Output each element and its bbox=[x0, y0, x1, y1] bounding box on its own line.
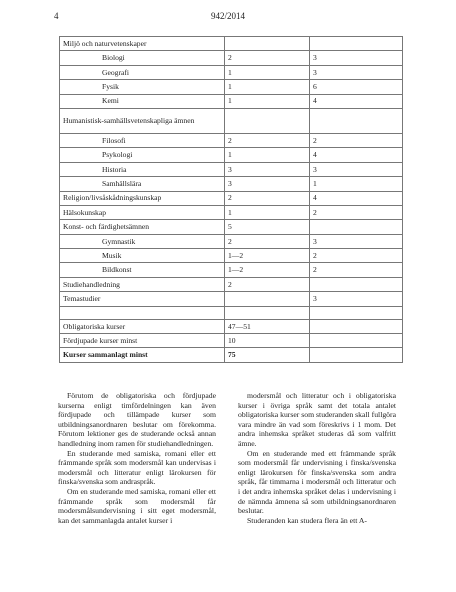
table-row bbox=[60, 263, 403, 277]
extra-course-cell: 6 bbox=[310, 80, 403, 94]
subject-cell: Psykologi bbox=[60, 148, 225, 162]
extra-course-cell: 2 bbox=[310, 205, 403, 219]
course-table bbox=[59, 36, 403, 363]
table-row bbox=[60, 148, 403, 162]
course-count-cell: 1 bbox=[225, 205, 310, 219]
course-count-cell: 1—2 bbox=[225, 249, 310, 263]
course-count-cell: 2 bbox=[225, 277, 310, 291]
subject-cell: Musik bbox=[60, 249, 225, 263]
extra-course-cell bbox=[310, 37, 403, 51]
subject-cell: Fördjupade kurser minst bbox=[60, 334, 225, 348]
extra-course-cell bbox=[310, 319, 403, 333]
extra-course-cell: 4 bbox=[310, 148, 403, 162]
subject-cell: Konst- och färdighetsämnen bbox=[60, 220, 225, 234]
subject-cell: Miljö och naturvetenskaper bbox=[60, 37, 225, 51]
course-count-cell: 75 bbox=[225, 348, 310, 362]
table-row bbox=[60, 37, 403, 51]
extra-course-cell: 4 bbox=[310, 191, 403, 205]
table-row bbox=[60, 348, 403, 362]
table-row bbox=[60, 177, 403, 191]
table-row bbox=[60, 108, 403, 133]
paragraph: En studerande med samiska, romani eller ett främmande språk som modersmål kan undervisas i modersmål och litteratur enligt lärokursen för finska/svenska som andraspråk. bbox=[58, 448, 216, 487]
table-row bbox=[60, 80, 403, 94]
course-count-cell: 5 bbox=[225, 220, 310, 234]
extra-course-cell bbox=[310, 108, 403, 133]
course-count-cell: 1 bbox=[225, 148, 310, 162]
table-row bbox=[60, 162, 403, 176]
extra-course-cell: 3 bbox=[310, 234, 403, 248]
table-row bbox=[60, 334, 403, 348]
table-row bbox=[60, 133, 403, 147]
table-row bbox=[60, 94, 403, 108]
course-count-cell bbox=[225, 292, 310, 306]
subject-cell: Samhällslära bbox=[60, 177, 225, 191]
table-row bbox=[60, 277, 403, 291]
course-table-body bbox=[60, 37, 403, 363]
course-count-cell: 2 bbox=[225, 133, 310, 147]
extra-course-cell: 1 bbox=[310, 177, 403, 191]
subject-cell: Obligatoriska kurser bbox=[60, 319, 225, 333]
table-row bbox=[60, 292, 403, 306]
subject-cell: Hälsokunskap bbox=[60, 205, 225, 219]
course-count-cell: 2 bbox=[225, 51, 310, 65]
subject-cell: Geografi bbox=[60, 65, 225, 79]
table-row bbox=[60, 249, 403, 263]
table-row bbox=[60, 205, 403, 219]
subject-cell: Temastudier bbox=[60, 292, 225, 306]
course-count-cell: 3 bbox=[225, 177, 310, 191]
subject-cell: Gymnastik bbox=[60, 234, 225, 248]
extra-course-cell: 2 bbox=[310, 133, 403, 147]
subject-cell: Humanistisk-samhällsvetenskapliga ämnen bbox=[60, 108, 225, 133]
table-row bbox=[60, 191, 403, 205]
document-id: 942/2014 bbox=[210, 11, 245, 21]
paragraph: Förutom de obligatoriska och fördjupade kurserna enligt timfördelningen kan även fördjupade och tillämpade kurser som utbildningsanordnaren beslutar om förekomma. Förutom lektioner ges de studerande också annan handledning inom ramen för studiehandledningen. bbox=[58, 391, 216, 448]
subject-cell: Filosofi bbox=[60, 133, 225, 147]
extra-course-cell: 2 bbox=[310, 249, 403, 263]
course-count-cell: 47—51 bbox=[225, 319, 310, 333]
course-count-cell: 10 bbox=[225, 334, 310, 348]
course-count-cell: 1 bbox=[225, 94, 310, 108]
extra-course-cell bbox=[310, 277, 403, 291]
subject-cell: Religion/livsåskådningskunskap bbox=[60, 191, 225, 205]
course-count-cell bbox=[225, 37, 310, 51]
extra-course-cell: 3 bbox=[310, 162, 403, 176]
extra-course-cell: 4 bbox=[310, 94, 403, 108]
course-count-cell: 3 bbox=[225, 162, 310, 176]
paragraph: Om en studerande med samiska, romani eller ett främmande språk som modersmål får modersmålsundervisning i sitt eget modersmål, kan det sammanlagda antalet kurser i bbox=[58, 486, 216, 525]
subject-cell: Studiehandledning bbox=[60, 277, 225, 291]
subject-cell: Fysik bbox=[60, 80, 225, 94]
table-row bbox=[60, 65, 403, 79]
course-count-cell: 2 bbox=[225, 234, 310, 248]
course-count-cell: 1 bbox=[225, 65, 310, 79]
extra-course-cell: 3 bbox=[310, 292, 403, 306]
paragraph: Om en studerande med ett främmande språk som modersmål får undervisning i finska/svenska enligt lärokursen för finska/svenska som andra språk, får timmarna i modersmål och litteratur och i det andra inhemska språket delas i undervisning i de nämnda ämnena så som utbildningsanordnaren beslutar. bbox=[238, 448, 396, 516]
left-column bbox=[58, 391, 216, 525]
paragraph: modersmål och litteratur och i obligatoriska kurser i övriga språk samt det totala antalet obligatoriska kurser som studeranden skall fullgöra vara mindre än vad som föreskrivs i 1 mom. Det andra inhemska språket studeras då som valfritt ämne. bbox=[238, 391, 396, 448]
extra-course-cell bbox=[310, 348, 403, 362]
extra-course-cell bbox=[310, 334, 403, 348]
course-count-cell: 1—2 bbox=[225, 263, 310, 277]
subject-cell: Kemi bbox=[60, 94, 225, 108]
table-row bbox=[60, 220, 403, 234]
page-number: 4 bbox=[54, 11, 59, 21]
subject-cell: Kurser sammanlagt minst bbox=[60, 348, 225, 362]
table-row bbox=[60, 234, 403, 248]
extra-course-cell: 2 bbox=[310, 263, 403, 277]
table-row bbox=[60, 51, 403, 65]
paragraph: Studeranden kan studera flera än ett A- bbox=[247, 515, 367, 525]
subject-cell: Biologi bbox=[60, 51, 225, 65]
subject-cell: Historia bbox=[60, 162, 225, 176]
extra-course-cell bbox=[310, 306, 403, 319]
extra-course-cell: 3 bbox=[310, 65, 403, 79]
course-count-cell: 1 bbox=[225, 80, 310, 94]
course-count-cell bbox=[225, 306, 310, 319]
extra-course-cell: 3 bbox=[310, 51, 403, 65]
subject-cell bbox=[60, 306, 225, 319]
right-column bbox=[238, 391, 396, 525]
extra-course-cell bbox=[310, 220, 403, 234]
table-row bbox=[60, 306, 403, 319]
subject-cell: Bildkonst bbox=[60, 263, 225, 277]
table-row bbox=[60, 319, 403, 333]
course-count-cell bbox=[225, 108, 310, 133]
course-count-cell: 2 bbox=[225, 191, 310, 205]
